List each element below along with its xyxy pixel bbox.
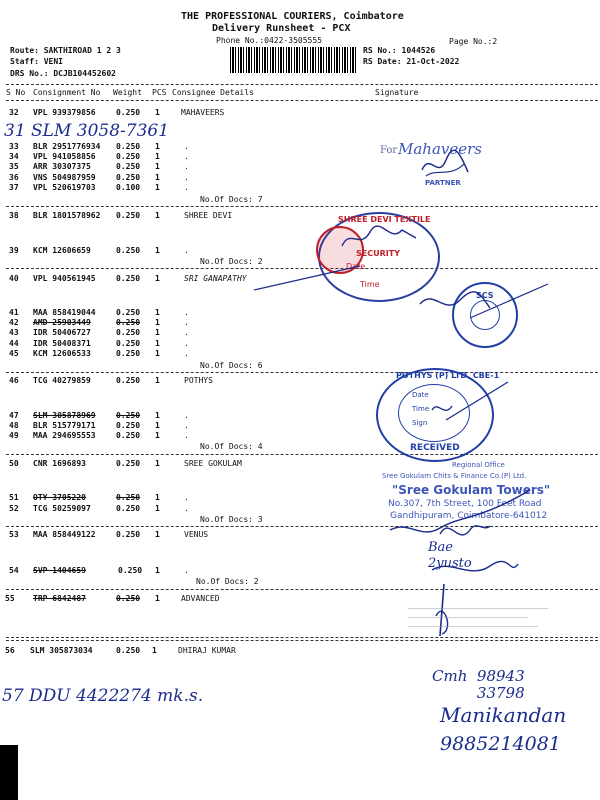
row-weight: 0.250 [116,142,141,151]
row-consignment: TCG 40279859 [33,376,91,385]
row-details: . [184,162,189,171]
row-details: . [184,349,189,358]
staff: Staff: VENI [10,57,63,66]
stamp-time: Time [360,280,380,289]
row-details: . [184,328,189,337]
row-sno: 34 [9,152,19,161]
doc-count: No.Of Docs: 2 [200,257,263,266]
row-pcs: 1 [155,274,160,283]
advanced-faded-stamp [408,604,558,636]
scs-signature [400,282,550,332]
row-weight: 0.250 [116,152,141,161]
row-weight: 0.250 [116,246,141,255]
gokulam-line-2: Sree Gokulam Chits & Finance Co.(P) Ltd. [382,472,527,480]
row-sno: 38 [9,211,19,220]
row-sno: 41 [9,308,19,317]
row-sno: 48 [9,421,19,430]
row-pcs: 1 [155,349,160,358]
stamp-date: Date [412,391,429,399]
row-consignment: MAA 294695553 [33,431,96,440]
row-sno: 43 [9,328,19,337]
row-details: . [184,152,189,161]
row-sno: 46 [9,376,19,385]
divider [6,100,598,101]
row-weight: 0.250 [116,646,141,655]
divider [6,640,598,641]
row-weight: 0.250 [116,459,141,468]
stamp-security: SECURITY [356,249,400,258]
pothys-signature [410,380,510,430]
row-pcs: 1 [155,211,160,220]
phone-number: Phone No.:0422-3505555 [216,36,322,45]
col-pcs: PCS [152,88,167,97]
venus-signature: Bae 2yusto [428,540,472,571]
row-sno: 53 [9,530,19,539]
stamp-scs: SCS [476,291,494,300]
row-weight: 0.250 [116,339,141,348]
doc-count: No.Of Docs: 3 [200,515,263,524]
row-details: . [184,493,189,502]
row-weight: 0.250 [116,493,141,502]
row-weight: 0.250 [116,318,141,327]
row-consignment: KCM 12606533 [33,349,91,358]
row-consignment: VPL 940561945 [33,274,96,283]
divider [6,372,598,373]
gokulam-signature [380,480,580,550]
stamp-partner: PARTNER [425,179,461,187]
row-consignment: SLM 305873034 [30,646,93,655]
row-consignment: CNR 1696893 [33,459,86,468]
row-details: . [184,504,189,513]
row-pcs: 1 [155,459,160,468]
mahaveers-signature [420,150,470,182]
row-weight: 0.250 [116,349,141,358]
row-details: SRI GANAPATHY [184,274,247,283]
row-details: . [184,183,189,192]
rs-number: RS No.: 1044526 [363,46,436,55]
row-details: . [184,421,189,430]
row-sno: 47 [9,411,19,420]
handwritten-note: 31 SLM 3058-7361 [4,121,170,141]
row-pcs: 1 [155,246,160,255]
row-sno: 56 [5,646,15,655]
row-pcs: 1 [155,566,160,575]
gokulam-line-3: "Sree Gokulam Towers" [392,483,551,497]
row-sno: 35 [9,162,19,171]
row-consignment: BLR 515779171 [33,421,96,430]
row-sno: 40 [9,274,19,283]
row-consignment: VPL 939379856 [33,108,96,117]
row-consignment: BLR 2951776934 [33,142,101,151]
row-pcs: 1 [155,328,160,337]
row-sno: 37 [9,183,19,192]
shree-devi-signature [340,224,420,254]
row-consignment: BLR 1801578962 [33,211,101,220]
row-weight: 0.250 [116,211,141,220]
scan-edge [0,745,18,800]
row-pcs: 1 [155,142,160,151]
row-sno: 52 [9,504,19,513]
row-pcs: 1 [155,376,160,385]
row-consignment: SVP 1404659 [33,566,86,575]
barcode [230,47,356,73]
row-weight: 0.100 [116,183,141,192]
row-sno: 32 [9,108,19,117]
gokulam-line-4: No.307, 7th Street, 100 Feet Road [388,499,542,509]
stamp-shree-devi-name: SHREE DEVI TEXTILE [338,215,431,224]
row-pcs: 1 [155,594,160,603]
row-details: ADVANCED [181,594,220,603]
runsheet-title: Delivery Runsheet - PCX [212,23,351,34]
company-name: THE PROFESSIONAL COURIERS, Coimbatore [181,11,404,22]
row-details: DHIRAJ KUMAR [178,646,236,655]
gokulam-line-5: Gandhipuram, Coimbatore-641012 [390,511,548,521]
row-sno: 49 [9,431,19,440]
row-details: . [184,318,189,327]
row-pcs: 1 [155,493,160,502]
row-sno: 51 [9,493,19,502]
drs-number: DRS No.: DCJB104452602 [10,69,116,78]
page-number: Page No.:2 [449,37,498,46]
row-consignment: VNS 504987959 [33,173,96,182]
row-details: . [184,339,189,348]
row-details: . [184,246,189,255]
doc-count: No.Of Docs: 4 [200,442,263,451]
row-details: . [184,411,189,420]
row-pcs: 1 [155,530,160,539]
row-pcs: 1 [155,173,160,182]
row-consignment: SLM 305878969 [33,411,96,420]
row-pcs: 1 [152,646,157,655]
row-details: POTHYS [184,376,213,385]
row-weight: 0.250 [116,162,141,171]
row-pcs: 1 [155,162,160,171]
stamp-for: For [380,145,398,156]
row-pcs: 1 [155,431,160,440]
row-details: . [184,308,189,317]
doc-count: No.Of Docs: 2 [196,577,259,586]
row-weight: 0.250 [116,308,141,317]
row-consignment: KCM 12606659 [33,246,91,255]
col-consignee: Consignee Details [172,88,254,97]
row-consignment: MAA 858419044 [33,308,96,317]
row-pcs: 1 [155,152,160,161]
row-weight: 0.250 [116,431,141,440]
row-weight: 0.250 [116,328,141,337]
row-pcs: 1 [155,308,160,317]
row-sno: 36 [9,173,19,182]
row-sno: 54 [9,566,19,575]
row-sno: 50 [9,459,19,468]
row-weight: 0.250 [116,173,141,182]
divider [6,454,598,455]
stamp-date: Date [346,262,366,271]
stamp-sign: Sign [412,419,428,427]
row-consignment: MAA 858449122 [33,530,96,539]
stamp-mahaveers: Mahaveers [398,140,483,158]
row-details: MAHAVEERS [181,108,225,117]
row-weight: 0.250 [116,594,141,603]
divider [6,84,598,85]
row-weight: 0.250 [118,566,143,575]
handwritten-mobile: 9885214081 [440,733,561,755]
row-consignment: IDR 50406727 [33,328,91,337]
row-details: . [184,142,189,151]
row-details: SREE GOKULAM [184,459,242,468]
row-weight: 0.250 [116,530,141,539]
col-weight: Weight [113,88,142,97]
divider [6,637,598,638]
row-weight: 0.250 [116,411,141,420]
row-details: . [184,431,189,440]
row-consignment: TCG 50259097 [33,504,91,513]
handwritten-bottom-note: 57 DDU 4422274 mk.s. [2,686,204,706]
row-details: . [184,566,189,575]
row-weight: 0.250 [116,376,141,385]
handwritten-name: Manikandan [440,703,567,727]
row-weight: 0.250 [116,504,141,513]
row-pcs: 1 [155,183,160,192]
row-details: VENUS [184,530,209,539]
row-details: SHREE DEVI [184,211,233,220]
row-pcs: 1 [155,504,160,513]
row-weight: 0.250 [116,274,141,283]
row-consignment: ARR 30307375 [33,162,91,171]
row-pcs: 1 [155,411,160,420]
row-weight: 0.250 [116,108,141,117]
row-consignment: VPL 941058856 [33,152,96,161]
row-sno: 33 [9,142,19,151]
row-weight: 0.250 [116,421,141,430]
route: Route: SAKTHIROAD 1 2 3 [10,46,121,55]
doc-count: No.Of Docs: 6 [200,361,263,370]
rs-date: RS Date: 21-Oct-2022 [363,57,460,66]
row-pcs: 1 [155,108,160,117]
row-pcs: 1 [155,318,160,327]
row-sno: 42 [9,318,19,327]
shree-devi-line [250,262,370,292]
row-consignment: OTY 3705220 [33,493,86,502]
stamp-time: Time [412,405,430,413]
stamp-pothys: POTHYS (P) LTD. CBE-1 [396,371,500,380]
row-consignment: IDR 50408371 [33,339,91,348]
row-consignment: VPL 520619703 [33,183,96,192]
row-sno: 55 [5,594,15,603]
stamp-received: RECEIVED [410,443,460,453]
row-consignment: TRP 6842487 [33,594,86,603]
row-pcs: 1 [155,421,160,430]
col-signature: Signature [375,88,419,97]
row-details: . [184,173,189,182]
row-pcs: 1 [155,339,160,348]
gokulam-line-1: Regional Office [452,461,505,469]
row-consignment: AMD 25903449 [33,318,91,327]
col-sno: S No [6,88,26,97]
col-consignment: Consignment No [33,88,101,97]
row-sno: 39 [9,246,19,255]
row-sno: 44 [9,339,19,348]
row-sno: 45 [9,349,19,358]
handwritten-phone: Cmh 98943 33798 [432,667,525,702]
doc-count: No.Of Docs: 7 [200,195,263,204]
divider [6,206,598,207]
